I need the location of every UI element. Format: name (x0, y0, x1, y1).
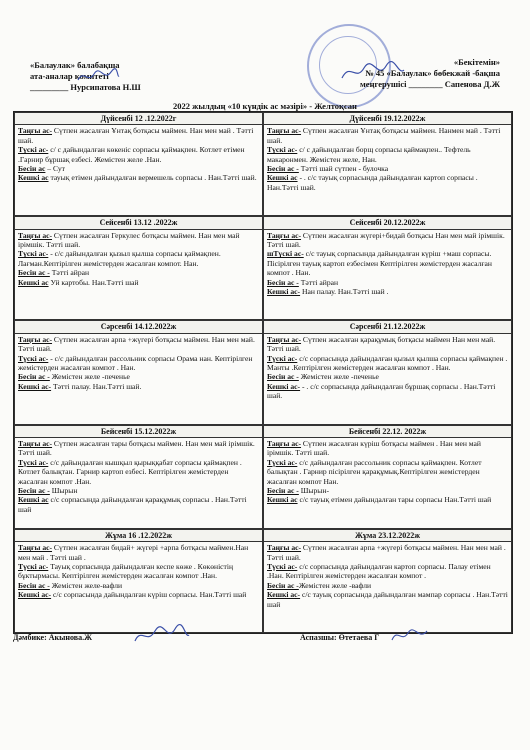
meal-text: Сүтпен жасалған жүгері+бидай ботқасы Нан мен май ірімшік. Тәтті шай. (267, 230, 505, 249)
meal-text: Тәтті айран (298, 277, 339, 287)
meal-entry (267, 581, 508, 590)
day-heading: Сәрсенбі 21.12.2022ж (264, 321, 511, 333)
meal-entry (267, 439, 508, 458)
meal-label: Түскі ас- (18, 249, 49, 259)
meal-text: Сүтпен жасалған Ұнтақ ботқасы маймен. Нанмен май . Тәтті шай. (267, 126, 501, 145)
meal-entry (267, 590, 508, 609)
meal-label: Бесін ас (18, 164, 46, 174)
meal-text: Тәтті палау. Нан.Тәтті шай. (51, 381, 142, 391)
day-cell (14, 112, 263, 216)
meal-label: Кешкі ас- (18, 381, 52, 391)
meal-label: Кешкі ас (267, 173, 298, 183)
meal-entry (18, 354, 259, 373)
meal-text: - . с/с тауық сорпасында дайындалған картоп сорпасы . Нан.Тәтті шай. (267, 173, 478, 192)
meal-entry (18, 495, 259, 514)
nurse-signature-line: Дәмбике: Акынова.Ж (13, 633, 93, 642)
meal-label: Бесін ас - (18, 580, 50, 590)
meal-entry (267, 458, 508, 486)
meal-text: Сүтпен жасалған Геркулес ботқасы маймен. Нан мен май ірімшік. Тәтті шай. (18, 230, 240, 249)
meal-label: Түскі ас- (18, 457, 49, 467)
meal-label: Түскі ас- (18, 562, 49, 572)
meal-label: Таңғы ас- (267, 439, 302, 448)
meal-text: Шырын- (298, 486, 329, 496)
day-heading: Бейсенбі 22.12. 2022ж (264, 426, 511, 438)
day-cell (14, 529, 263, 633)
meal-entry (18, 590, 259, 599)
day-heading: Жұма 16 .12.2022ж (15, 530, 262, 542)
meal-entry (267, 354, 508, 373)
meal-text: с/с дайындалған кышқыл қырыққабат сорпасы қаймақпен . Котлет балықтан. Гарнир картоп езбесі. Кептірілген жемістерден жасалған компот .Нан. (18, 457, 242, 486)
meal-entry (18, 126, 259, 145)
meal-label: Таңғы ас- (18, 439, 53, 448)
meal-text: Жемістен желе-вафли (49, 580, 123, 590)
header-right-line1: «Бекітемін» (453, 57, 500, 67)
meal-label: Таңғы ас- (18, 543, 53, 553)
meal-text: Тәтті айран (49, 268, 90, 278)
meal-text: тауық етімен дайындалған вермешель сорпасы . Нан.Тәтті шай. (48, 173, 257, 183)
meal-entry (18, 173, 259, 182)
meal-text: Сүтпен жасалған бидай+ жүгері +арпа ботқасы маймен.Нан мен май . Тәтті шай . (18, 543, 249, 562)
meal-text: - . с/с сорпасында дайындалған бұршақ сорпасы . Нан.Тәтті шай. (267, 381, 496, 401)
meal-label: Түскі ас- (267, 457, 298, 467)
meal-entry (18, 486, 259, 495)
meal-label: Кешкі ас- (267, 381, 301, 391)
meal-label: шТүскі ас- (267, 249, 304, 259)
meal-entry (267, 231, 508, 250)
meal-text: с/с сорпасында дайындалған күріш сорпасы. Нан.Тәтті шай (51, 590, 247, 600)
meal-entry (267, 562, 508, 581)
meal-text: Сүтпен жасалған арпа +жүгері ботқасы маймен. Нан мен май . Тәтті шай. (267, 543, 506, 562)
meal-text: с/ с дайындалған көкеніс сорпасы қаймақпен. Котлет етімен .Гарнир бұршақ езбесі. Жемістен желе .Нан. (18, 145, 245, 164)
meal-text: Сүтпен жасалған Ұнтақ ботқасы маймен. Нан мен май . Тәтті шай. (18, 126, 254, 145)
meal-text: Сүтпен жасалған қарақұмық ботқасы маймен Нан мен май. Тәтті шай. (267, 334, 496, 354)
meal-entry (18, 543, 259, 562)
meal-label: Түскі ас- (267, 562, 298, 572)
meal-label: Бесін ас - (18, 372, 50, 382)
meal-text: - с/с дайындалған рассольник сорпасы Орама нан. Кептірілген жемістерден жасалған компот . Нан. (18, 353, 253, 373)
meal-text: Тәтті шай сүтпен - булочка (298, 164, 389, 174)
meal-label: Бесін ас - (267, 277, 299, 287)
header-left-line1: «Балаулак» балабақша (30, 60, 120, 70)
day-cell (263, 112, 512, 216)
meal-entry (18, 372, 259, 381)
meal-entry (267, 278, 508, 287)
meal-label: Түскі ас- (18, 145, 49, 155)
meal-text: Уй картобы. Нан.Тәтті шай (48, 277, 139, 287)
meal-label: Бесін ас - (267, 580, 299, 590)
approval-block (360, 57, 500, 90)
meal-text: с/ с дайындалған борщ сорпасы қаймақпен.. Тефтель макаронмен. Жемістен желе, Нан. (267, 145, 471, 164)
day-heading: Сәрсенбі 14.12.2022ж (15, 321, 262, 333)
document-header (0, 0, 530, 112)
meal-label: Кешкі ас- (267, 590, 301, 600)
meal-entry (267, 382, 508, 401)
day-cell (263, 216, 512, 320)
meal-label: Бесін ас - (18, 268, 50, 278)
header-left-line2: ата-аналар комитеті (30, 71, 109, 81)
meal-entry (267, 287, 508, 296)
header-right-line2: № 45 «Балаулак» бөбекжай -бақша (365, 68, 500, 78)
meal-label: Кешкі ас (18, 277, 49, 287)
meal-label: Таңғы ас- (267, 334, 302, 344)
meal-entry (267, 126, 508, 145)
meal-entry (267, 372, 508, 381)
cook-signature (389, 625, 433, 647)
menu-table (13, 111, 513, 634)
meal-entry (267, 495, 508, 504)
cook-signature-line: Аспазшы: Өтетаева Г (300, 633, 380, 642)
meal-entry (18, 439, 259, 458)
day-heading: Жұма 23.12.2022ж (264, 530, 511, 542)
meal-entry (18, 581, 259, 590)
meal-label: Таңғы ас- (18, 126, 53, 136)
day-heading: Дүйсенбі 12 .12.2022г (15, 113, 262, 125)
meal-label: Кешкі ас- (267, 287, 301, 297)
meal-text: Сүтпен жасалған арпа +жүгері ботқасы маймен. Нан мен май. Тәтті шай. (18, 334, 255, 354)
day-heading: Сейсенбі 13.12 .2022ж (15, 217, 262, 229)
meal-text: Шырын (49, 486, 78, 496)
meal-label: Кешкі ас (267, 495, 298, 505)
menu-title: 2022 жылдың «10 күндік ас мәзірі» - Желтоқсан (173, 101, 357, 111)
day-cell (14, 320, 263, 424)
meal-entry (18, 562, 259, 581)
meal-entry (267, 543, 508, 562)
meal-label: Бесін ас - (18, 486, 50, 496)
meal-entry (18, 268, 259, 277)
meal-entry (267, 335, 508, 354)
meal-entry (18, 249, 259, 268)
meal-label: Таңғы ас- (18, 230, 53, 240)
meal-label: Таңғы ас- (267, 230, 302, 240)
meal-text: Жемістен желе -печенье (49, 372, 130, 382)
meal-label: Кешкі ас (18, 173, 49, 183)
day-heading: Сейсенбі 20.12.2022ж (264, 217, 511, 229)
meal-label: Бесін ас - (267, 486, 299, 496)
meal-label: Бесін ас - (267, 164, 299, 174)
meal-text: Тауық сорпасында дайындалған кеспе көже . Көкөністің бұктырмасы. Кептірілген жемістерден жасалған компот .Нан. (18, 562, 234, 581)
nurse-signature (131, 623, 191, 649)
meal-entry (18, 382, 259, 391)
meal-entry (18, 231, 259, 250)
meal-label: Таңғы ас- (18, 334, 53, 344)
meal-entry (267, 164, 508, 173)
meal-entry (18, 335, 259, 354)
day-cell (263, 425, 512, 529)
meal-text: с/с тауық сорпасында дайындалған күріш +маш сорпасы. Пісірілген тауық картоп езбесімен Кептірілген жемістерден жасалған компот . Нан. (267, 249, 492, 278)
meal-label: Түскі ас- (267, 145, 298, 155)
meal-text: Сүтпен жасалған күріш ботқасы маймен . Нан мен май ірімшік. Тәтті шай. (267, 439, 481, 458)
header-right-line3: меңгерушісі ________ Сапенова Д.Ж (360, 79, 500, 89)
meal-text: с/с дайындалған рассольник сорпасы қаймақпен. Котлет балықтан . Гарнир пісірілген қарақұмық.Кептірілген жемістерден жасалған компот Нан. (267, 457, 482, 486)
day-cell (263, 320, 512, 424)
header-left-line3: _________ Нурсипатова Н.Ш (30, 82, 141, 92)
meal-text: - с/с дайындалған қызыл қылша сорпасы қаймақпен. Лағман.Кептірілген жемістерден жасалған компот. Нан. (18, 249, 221, 268)
meal-text: с/с сорпасында дайындалған картоп сорпасы. Палау етімен .Нан. Кептірілген жемістерден жасалған компот . (267, 562, 491, 581)
meal-label: Кешкі ас (18, 495, 49, 505)
meal-text: Жемістен желе -печенье (298, 372, 379, 382)
day-cell (14, 425, 263, 529)
meal-entry (267, 249, 508, 277)
meal-entry (267, 486, 508, 495)
meal-label: Таңғы ас- (267, 543, 302, 553)
meal-text: с/с сорпасында дайындалған қарақұмық сорпасы . Нан.Тәтті шай (18, 495, 247, 514)
meal-text: Жемістен желе -вафли (298, 580, 372, 590)
day-heading: Дүйсенбі 19.12.2022ж (264, 113, 511, 125)
meal-label: Бесін ас - (267, 372, 299, 382)
meal-entry (267, 173, 508, 192)
day-cell (263, 529, 512, 633)
meal-entry (267, 145, 508, 164)
day-cell (14, 216, 263, 320)
meal-text: Сүтпен жасалған тары ботқасы маймен. Нан мен май ірімшік. Тәтті шай. (18, 439, 255, 458)
meal-label: Кешкі ас- (18, 590, 52, 600)
meal-text: с/с тауық сорпасында дайындалған мампар сорпасы . Нан.Тәтті шай (267, 590, 508, 609)
meal-label: Түскі ас- (267, 353, 298, 363)
meal-text: – Сут (45, 164, 65, 174)
meal-text: с/с тауық етімен дайындалған тары сорпасы Нан.Тәтті шай (297, 495, 492, 505)
meal-entry (18, 278, 259, 287)
committee-signature (75, 66, 121, 86)
day-heading: Бейсенбі 15.12.2022ж (15, 426, 262, 438)
meal-label: Түскі ас- (18, 353, 49, 363)
meal-entry (18, 145, 259, 164)
meal-text: с/с сорпасында дайындалған қызыл қылша сорпасы қаймақпен . Манты .Кептірілген жемістерден жасалған компот . Нан. (267, 353, 508, 373)
meal-entry (18, 458, 259, 486)
meal-text: Нан палау. Нан.Тәтті шай . (300, 287, 389, 297)
meal-entry (18, 164, 259, 173)
meal-label: Таңғы ас- (267, 126, 302, 136)
